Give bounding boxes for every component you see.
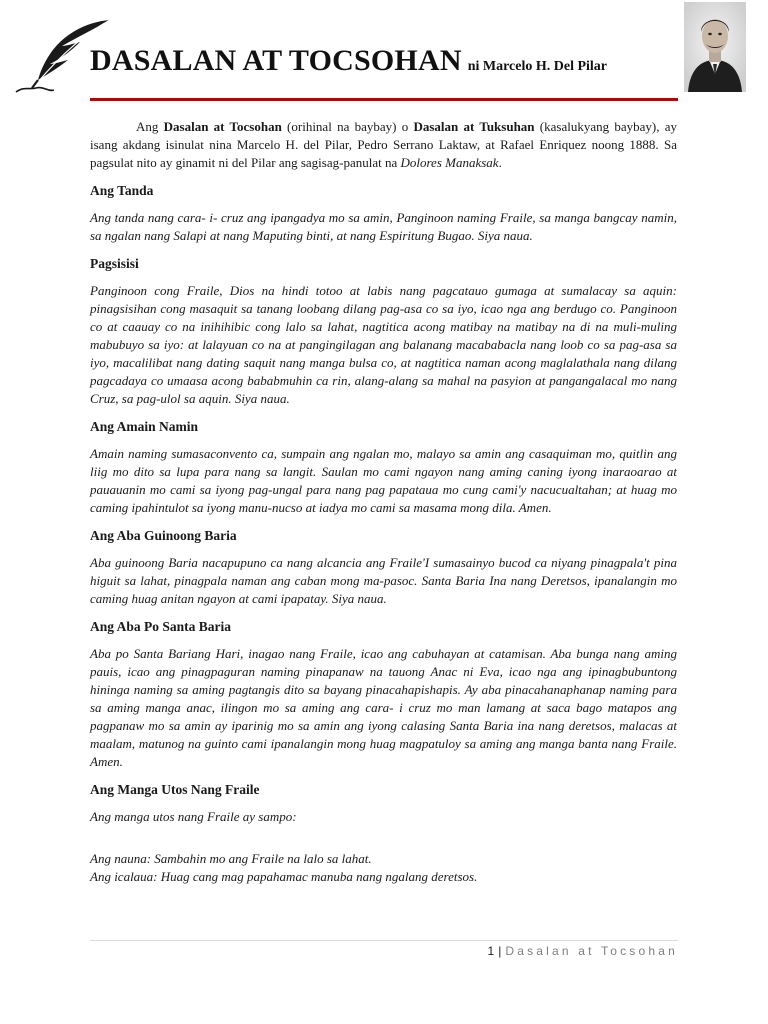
section-body: Panginoon cong Fraile, Dios na hindi totoo at labis nang pagcatauo gumaga at sumalacay sa aquin: pinagsisihan cong masaquit sa tanang loobang dilang pag-asa co sa iyo, icao nga ang berdugo co. Panginoon co at caauay co na inihihibic cong lalo sa lahat, nagtitica acong matibay na matibay na di na muli-muling mabubuyo sa iyo: at lalayuan co na at pangingilagan ang balanang macababacla nang loob co sa pag-asa sa iyo, macalilibat nang dating saquit nang manga bulsa co, at nagtitica naman acong maglalathala nang dilang pagcadaya co umaasa acong bababmuhin ca rin, alang-alang sa mahal na pasyion at pangangalacal mo nang Cruz, sa pag-ulol sa aquin. Siya naua. [90, 283, 677, 406]
intro-segment: Dasalan at Tocsohan [163, 119, 282, 134]
section-body: Aba guinoong Baria nacapupuno ca nang alcancia ang Fraile'I sumasainyo bucod ca niyang pinagpala't pina higuit sa lahat, pinagpala naman ang caban mong ma-pasoc. Santa Baria Ina nang Deretsos, ipanalangin mo caming huag anitan ngayon at cami ipapatay. Siya naua. [90, 555, 677, 606]
section-heading: Ang Tanda [90, 183, 154, 198]
section-heading: Ang Amain Namin [90, 419, 199, 434]
page-number: 1 [487, 944, 495, 958]
commandment-item: Ang icalaua: Huag cang mag papahamac manuba nang ngalang deretsos. [90, 869, 478, 884]
section-heading: Ang Aba Guinoong Baria [90, 528, 237, 543]
sections-container [90, 182, 677, 826]
section-body: Aba po Santa Bariang Hari, inagao nang Fraile, icao ang cabuhayan at catamisan. Aba bunga nang aming pauis, icao ang pinagpaguran naming pinapanaw na tauong Anac ni Eva, icao nga ang ipinagbubuntong hininga naming sa aming pagtangis dito sa bayang pinacahapishapis. Ay aba pinacahanaphanap naming para sa aming manga anac, ilingon mo sa aming ang cara- i cruz mo man lamang at saca bago matapos ang pagpanaw mo sa amin ay iparinig mo sa amin ang iyong calasing Santa Baria ina nang deretsos, malacas at maalam, matunog na guinto cami ipanalangin mong huag magpatuloy sa aming ang manga banta nang Fraile. Amen. [90, 646, 677, 769]
intro-segment: Dasalan at Tuksuhan [413, 119, 535, 134]
title-author: ni Marcelo H. Del Pilar [467, 59, 608, 74]
commandments-list [90, 850, 677, 886]
commandment-item: Ang nauna: Sambahin mo ang Fraile na lalo sa lahat. [90, 851, 372, 866]
portrait-image [684, 2, 746, 92]
intro-segment: Dolores Manaksak [400, 155, 499, 170]
intro-paragraph [90, 118, 677, 172]
section-heading: Ang Manga Utos Nang Fraile [90, 782, 260, 797]
title-underline [90, 98, 678, 101]
footer-separator: | [498, 944, 502, 958]
intro-segment: (kasalukyang baybay), ay isang akdang isinulat nina Marcelo H. del Pilar, Pedro Serrano Laktaw, at Rafael Enriquez noong 1888. Sa pagsulat nito ay ginamit ni del Pilar ang sagisag-panulat na [90, 119, 677, 170]
section-body: Ang manga utos nang Fraile ay sampo: [90, 809, 297, 824]
intro-segment: Ang [136, 119, 164, 134]
intro-segment: (orihinal na baybay) o [281, 119, 414, 134]
section-heading: Ang Aba Po Santa Baria [90, 619, 232, 634]
author-portrait [684, 2, 746, 92]
document-body [90, 118, 677, 886]
section-body: Amain naming sumasaconvento ca, sumpain ang ngalan mo, malayo sa amin ang casaquiman mo, quitlin ang liig mo dito sa lupa para nang sa langit. Saulan mo cami ngayon nang aming caning iyong inaraoarao at pauauanin mo cami sa iyong pag-ungal para nang pag papataua mo cung cami'y nacucualtahan; at huag mo caming ipahintulot sa iyong manu-nucso at iadya mo cami sa masama mong dila. Amen. [90, 446, 677, 515]
page-title [90, 44, 607, 78]
section-body: Ang tanda nang cara- i- cruz ang ipangadya mo sa amin, Panginoon naming Fraile, sa manga bangcay namin, sa ngalan nang Salapi at nang Maputing binti, at nang Espiritung Bugao. Siya naua. [90, 210, 677, 243]
section-heading: Pagsisisi [90, 256, 139, 271]
footer-divider [90, 940, 678, 941]
title-main: DASALAN AT TOCSOHAN [90, 44, 462, 77]
intro-segment: . [498, 155, 502, 170]
footer-title: Dasalan at Tocsohan [505, 944, 678, 958]
page-footer [488, 944, 678, 958]
